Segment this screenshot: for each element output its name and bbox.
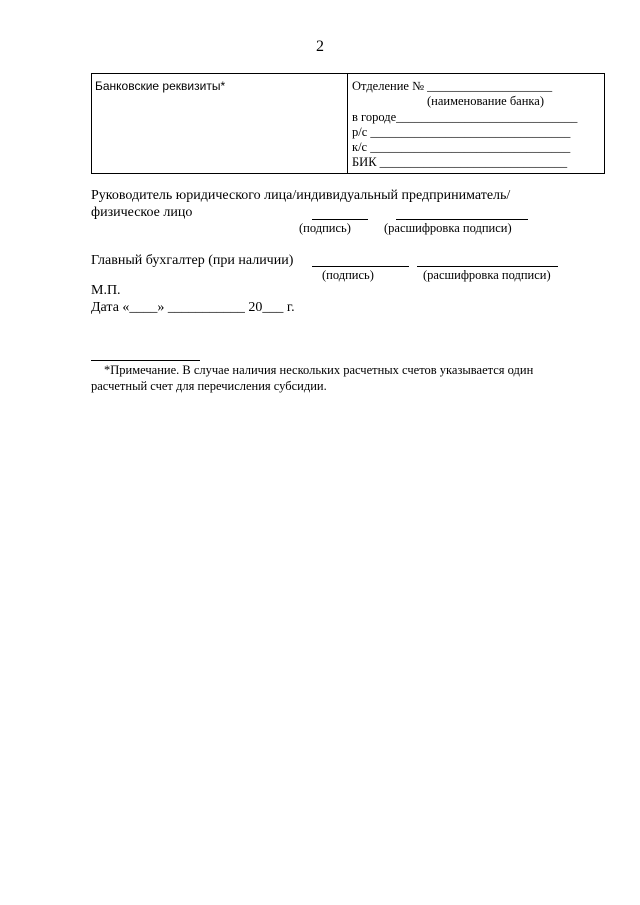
- bik-line: БИК ______________________________: [352, 155, 568, 169]
- chief-accountant-decoding-line: [417, 266, 558, 267]
- chief-accountant-signature-line: [312, 266, 409, 267]
- bank-name-caption: (наименование банка): [427, 94, 545, 108]
- chief-accountant-decoding-caption: (расшифровка подписи): [423, 268, 551, 282]
- footnote-line1: *Примечание. В случае наличия нескольких расчетных счетов указывается один: [104, 363, 534, 377]
- head-decoding-line: [396, 219, 528, 220]
- city-line: в городе_____________________________: [352, 110, 578, 124]
- page-number: 2: [316, 38, 324, 55]
- bank-details-label: Банковские реквизиты*: [95, 79, 226, 93]
- head-title-line1: Руководитель юридического лица/индивидуальный предприниматель/: [91, 188, 511, 203]
- bank-details-column-divider: [347, 73, 348, 174]
- chief-accountant-label: Главный бухгалтер (при наличии): [91, 253, 294, 268]
- head-title-line2: физическое лицо: [91, 205, 193, 220]
- footnote-line2: расчетный счет для перечисления субсидии.: [91, 379, 327, 393]
- chief-accountant-signature-caption: (подпись): [322, 268, 374, 282]
- date-line: Дата «____» ___________ 20___ г.: [91, 300, 295, 315]
- stamp-label: М.П.: [91, 283, 121, 298]
- head-signature-caption: (подпись): [299, 221, 351, 235]
- head-decoding-caption: (расшифровка подписи): [384, 221, 512, 235]
- footnote-separator: [91, 360, 200, 361]
- branch-line: Отделение № ____________________: [352, 79, 553, 93]
- correspondent-account-line: к/с ________________________________: [352, 140, 571, 154]
- head-signature-line: [312, 219, 368, 220]
- settlement-account-line: р/с ________________________________: [352, 125, 571, 139]
